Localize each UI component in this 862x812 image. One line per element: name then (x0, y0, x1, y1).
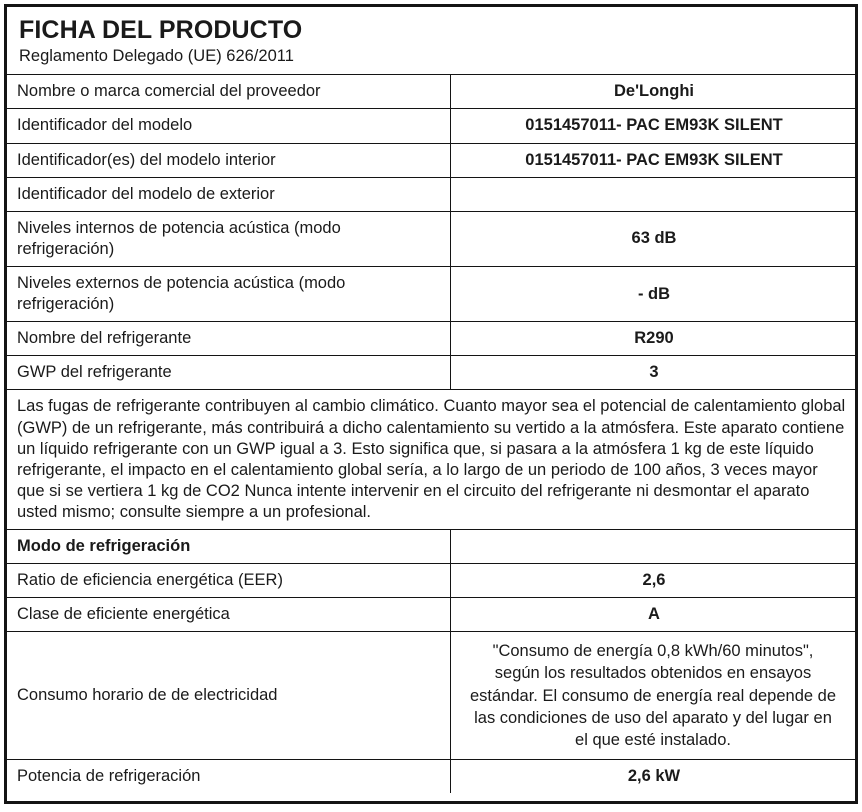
row-label: Consumo horario de de electricidad (7, 632, 451, 760)
row-label: Clase de eficiente energética (7, 598, 451, 632)
table-row (7, 177, 855, 211)
row-value: 0151457011- PAC EM93K SILENT (451, 143, 856, 177)
row-label: Potencia de refrigeración (7, 759, 451, 793)
row-value: De'Longhi (451, 75, 856, 109)
row-value (451, 177, 856, 211)
row-label: Niveles externos de potencia acústica (modo refrigeración) (7, 266, 451, 321)
row-value: 2,6 (451, 564, 856, 598)
row-label: Nombre del refrigerante (7, 322, 451, 356)
table-row (7, 266, 855, 321)
table-row (7, 632, 855, 760)
table-row (7, 75, 855, 109)
row-value: 2,6 kW (451, 759, 856, 793)
section-value (451, 530, 856, 564)
table-row (7, 211, 855, 266)
page-title: FICHA DEL PRODUCTO (19, 16, 303, 44)
page-subtitle: Reglamento Delegado (UE) 626/2011 (19, 46, 294, 65)
row-value: R290 (451, 322, 856, 356)
row-value: 0151457011- PAC EM93K SILENT (451, 109, 856, 143)
row-label: Identificador del modelo de exterior (7, 177, 451, 211)
refrigerant-note-text: Las fugas de refrigerante contribuyen al cambio climático. Cuanto mayor sea el potencial de calentamiento global (GWP) de un refrigerante, más contribuirá a dicho calentamiento su vertido a la atmósfera. Este aparato contiene un líquido refrigerante con un GWP igual a 3. Esto significa que, si pasara a la atmósfera 1 kg de este líquido refrigerante, el impacto en el calentamiento global sería, a lo largo de un periodo de 100 años, 3 veces mayor que si se vertiera 1 kg de CO2 Nunca intente intervenir en el circuito del refrigerante ni desmontar el aparato usted mismo; consulte siempre a un profesional. (7, 390, 855, 530)
product-sheet-frame (4, 4, 858, 804)
table-row (7, 322, 855, 356)
row-value: "Consumo de energía 0,8 kWh/60 minutos", según los resultados obtenidos en ensayos estándar. El consumo de energía real depende de las condiciones de uso del aparato y del lugar en el que esté instalado. (451, 632, 856, 760)
row-value: - dB (451, 266, 856, 321)
row-label: Identificador del modelo (7, 109, 451, 143)
section-header-row (7, 530, 855, 564)
row-label: GWP del refrigerante (7, 356, 451, 390)
row-label: Nombre o marca comercial del proveedor (7, 75, 451, 109)
refrigerant-note-row (7, 390, 855, 530)
section-title: Modo de refrigeración (7, 530, 451, 564)
table-row (7, 109, 855, 143)
specification-table (7, 74, 855, 793)
specification-table-body (7, 75, 855, 793)
row-value: 3 (451, 356, 856, 390)
table-row (7, 356, 855, 390)
document-header (7, 7, 855, 74)
row-label: Identificador(es) del modelo interior (7, 143, 451, 177)
table-row (7, 564, 855, 598)
row-value: A (451, 598, 856, 632)
product-sheet-page (0, 4, 862, 812)
table-row (7, 598, 855, 632)
row-label: Ratio de eficiencia energética (EER) (7, 564, 451, 598)
table-row (7, 143, 855, 177)
row-value: 63 dB (451, 211, 856, 266)
table-row (7, 759, 855, 793)
row-label: Niveles internos de potencia acústica (modo refrigeración) (7, 211, 451, 266)
